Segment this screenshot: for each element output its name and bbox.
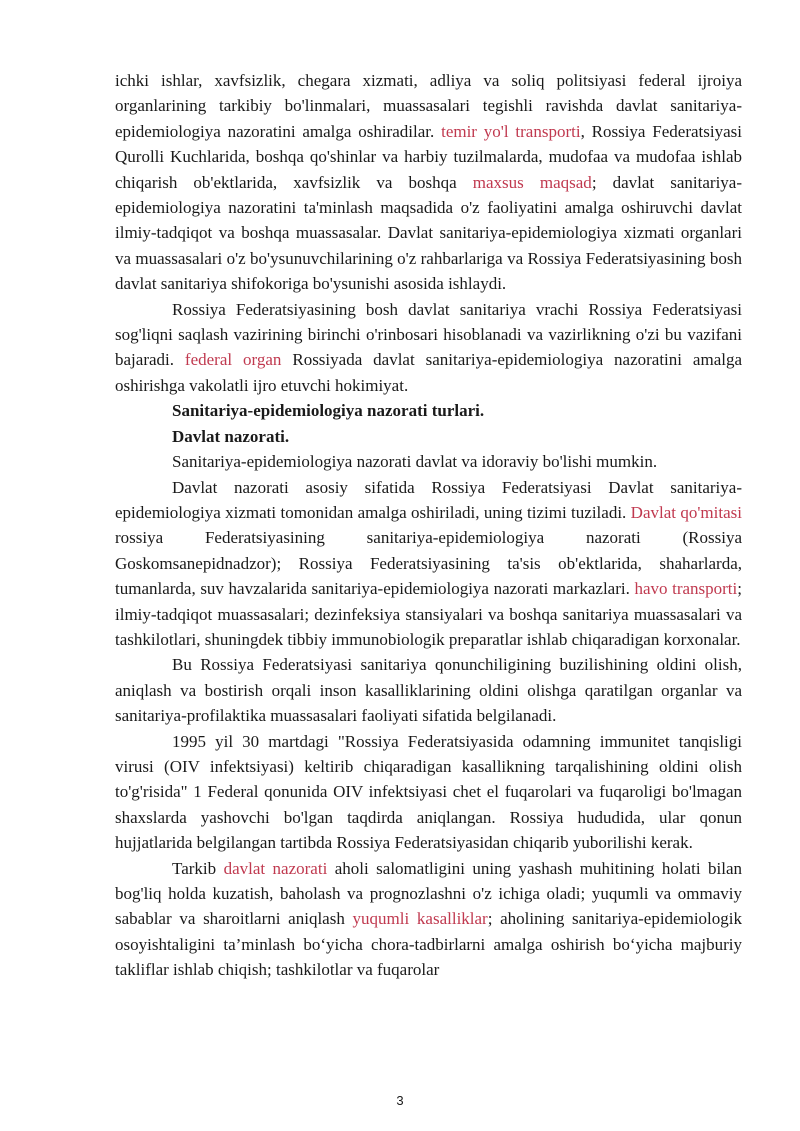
text-run: 1995 yil 30 martdagi "Rossiya Federatsiyasida odamning immunitet tanqisligi virusi (OIV infektsiyasi) keltirib chiqaradigan kasallikning tarqalishining oldini olish to'g'risida" 1 Federal qonunida OIV infektsiyasi chet el fuqarolari va fuqaroligi bo'lmagan shaxslarda yashovchi bo'lgan taqdirda aniqlangan. Rossiya hududida, ular qonun hujjatlarida belgilangan tartibda Rossiya Federatsiyasidan chiqarib yuborilishi kerak.	[115, 731, 742, 853]
inline-link[interactable]: Davlat qo'mitasi	[630, 502, 742, 522]
paragraph	[115, 297, 742, 399]
paragraph	[115, 652, 742, 728]
inline-link[interactable]: temir yo'l transporti	[441, 121, 581, 141]
paragraph	[115, 856, 742, 983]
text-run: aholi salomatligini uning yashash muhitining holati bilan bog'liq holda kuzatish, baholash va prognozlashni o'z ichiga oladi; yuqumli va ommaviy sabablar va sharoitlarni aniqlash	[115, 858, 742, 929]
text-run: Davlat nazorati asosiy sifatida Rossiya Federatsiyasi Davlat sanitariya-epidemiologiya xizmati tomonidan amalga oshiriladi, uning tizimi tuziladi.	[115, 477, 742, 522]
text-run: rossiya Federatsiyasining sanitariya-epidemiologiya nazorati (Rossiya Goskomsanepidnadzor); Rossiya Federatsiyasining ta'sis ob'ektlarida, shaharlarda, tumanlarda, suv havzalarida sanitariya-epidemiologiya nazorati markazlari.	[115, 528, 742, 599]
text-run: ; aholining sanitariya-epidemiologik osoyishtaligini ta’minlash bo‘yicha chora-tadbirlarni amalga oshirish bo‘yicha majburiy takliflar ishlab chiqish; tashkilotlar va fuqarolar	[115, 909, 742, 980]
inline-link[interactable]: federal organ	[184, 350, 282, 370]
inline-link[interactable]: havo transporti	[634, 579, 738, 599]
section-heading	[115, 398, 742, 423]
text-run: ; davlat sanitariya-epidemiologiya nazoratini ta'minlash maqsadida o'z faoliyatini amalga oshiruvchi davlat ilmiy-tadqiqot va boshqa muassasalar. Davlat sanitariya-epidemiologiya xizmati organlari va muassasalari o'z bo'ysunuvchilarining o'z rahbarlariga va Rossiya Federatsiyasining bosh davlat sanitariya shifokoriga bo'ysunishi asosida ishlaydi.	[115, 172, 742, 294]
section-heading	[115, 424, 742, 449]
text-run: Rossiya Federatsiyasining bosh davlat sanitariya vrachi Rossiya Federatsiyasi sog'liqni saqlash vazirining birinchi o'rinbosari hisoblanadi va vazirlikning o'zi bu vazifani bajaradi.	[115, 299, 742, 370]
text-run: Tarkib	[172, 858, 224, 878]
text-run: Sanitariya-epidemiologiya nazorati davlat va idoraviy bo'lishi mumkin.	[172, 452, 658, 472]
text-run: , Rossiya Federatsiyasi Qurolli Kuchlarida, boshqa qo'shinlar va harbiy tuzilmalarda, mudofaa va mudofaa ishlab chiqarish ob'ektlarida, xavfsizlik va boshqa	[115, 121, 742, 192]
text-run: Davlat nazorati.	[172, 426, 290, 446]
document-body	[115, 68, 742, 983]
inline-link[interactable]: maxsus maqsad	[472, 172, 592, 192]
inline-link[interactable]: davlat nazorati	[223, 858, 328, 878]
paragraph	[115, 68, 742, 297]
text-run: Sanitariya-epidemiologiya nazorati turlari.	[172, 401, 485, 421]
text-run: ichki ishlar, xavfsizlik, chegara xizmati, adliya va soliq politsiyasi federal ijroiya organlarining tarkibiy bo'linmalari, muassasalari tegishli ravishda davlat sanitariya-epidemiologiya nazoratini amalga oshiradilar.	[115, 71, 742, 141]
text-run: Bu Rossiya Federatsiyasi sanitariya qonunchiligining buzilishining oldini olish, aniqlash va bostirish orqali inson kasalliklarining oldini olishga qaratilgan organlar va sanitariya-profilaktika muassasalari faoliyati sifatida belgilanadi.	[115, 655, 742, 726]
text-run: ; ilmiy-tadqiqot muassasalari; dezinfeksiya stansiyalari va boshqa sanitariya muassasalari va tashkilotlari, shuningdek tibbiy immunobiologik preparatlar ishlab chiqaradigan korxonalar.	[115, 579, 742, 649]
paragraph	[115, 729, 742, 856]
paragraph	[115, 475, 742, 653]
page-number: 3	[396, 1093, 404, 1108]
inline-link[interactable]: yuqumli kasalliklar	[352, 909, 488, 929]
paragraph	[115, 449, 742, 474]
text-run: Rossiyada davlat sanitariya-epidemiologiya nazoratini amalga oshirishga vakolatli ijro etuvchi hokimiyat.	[115, 350, 743, 395]
